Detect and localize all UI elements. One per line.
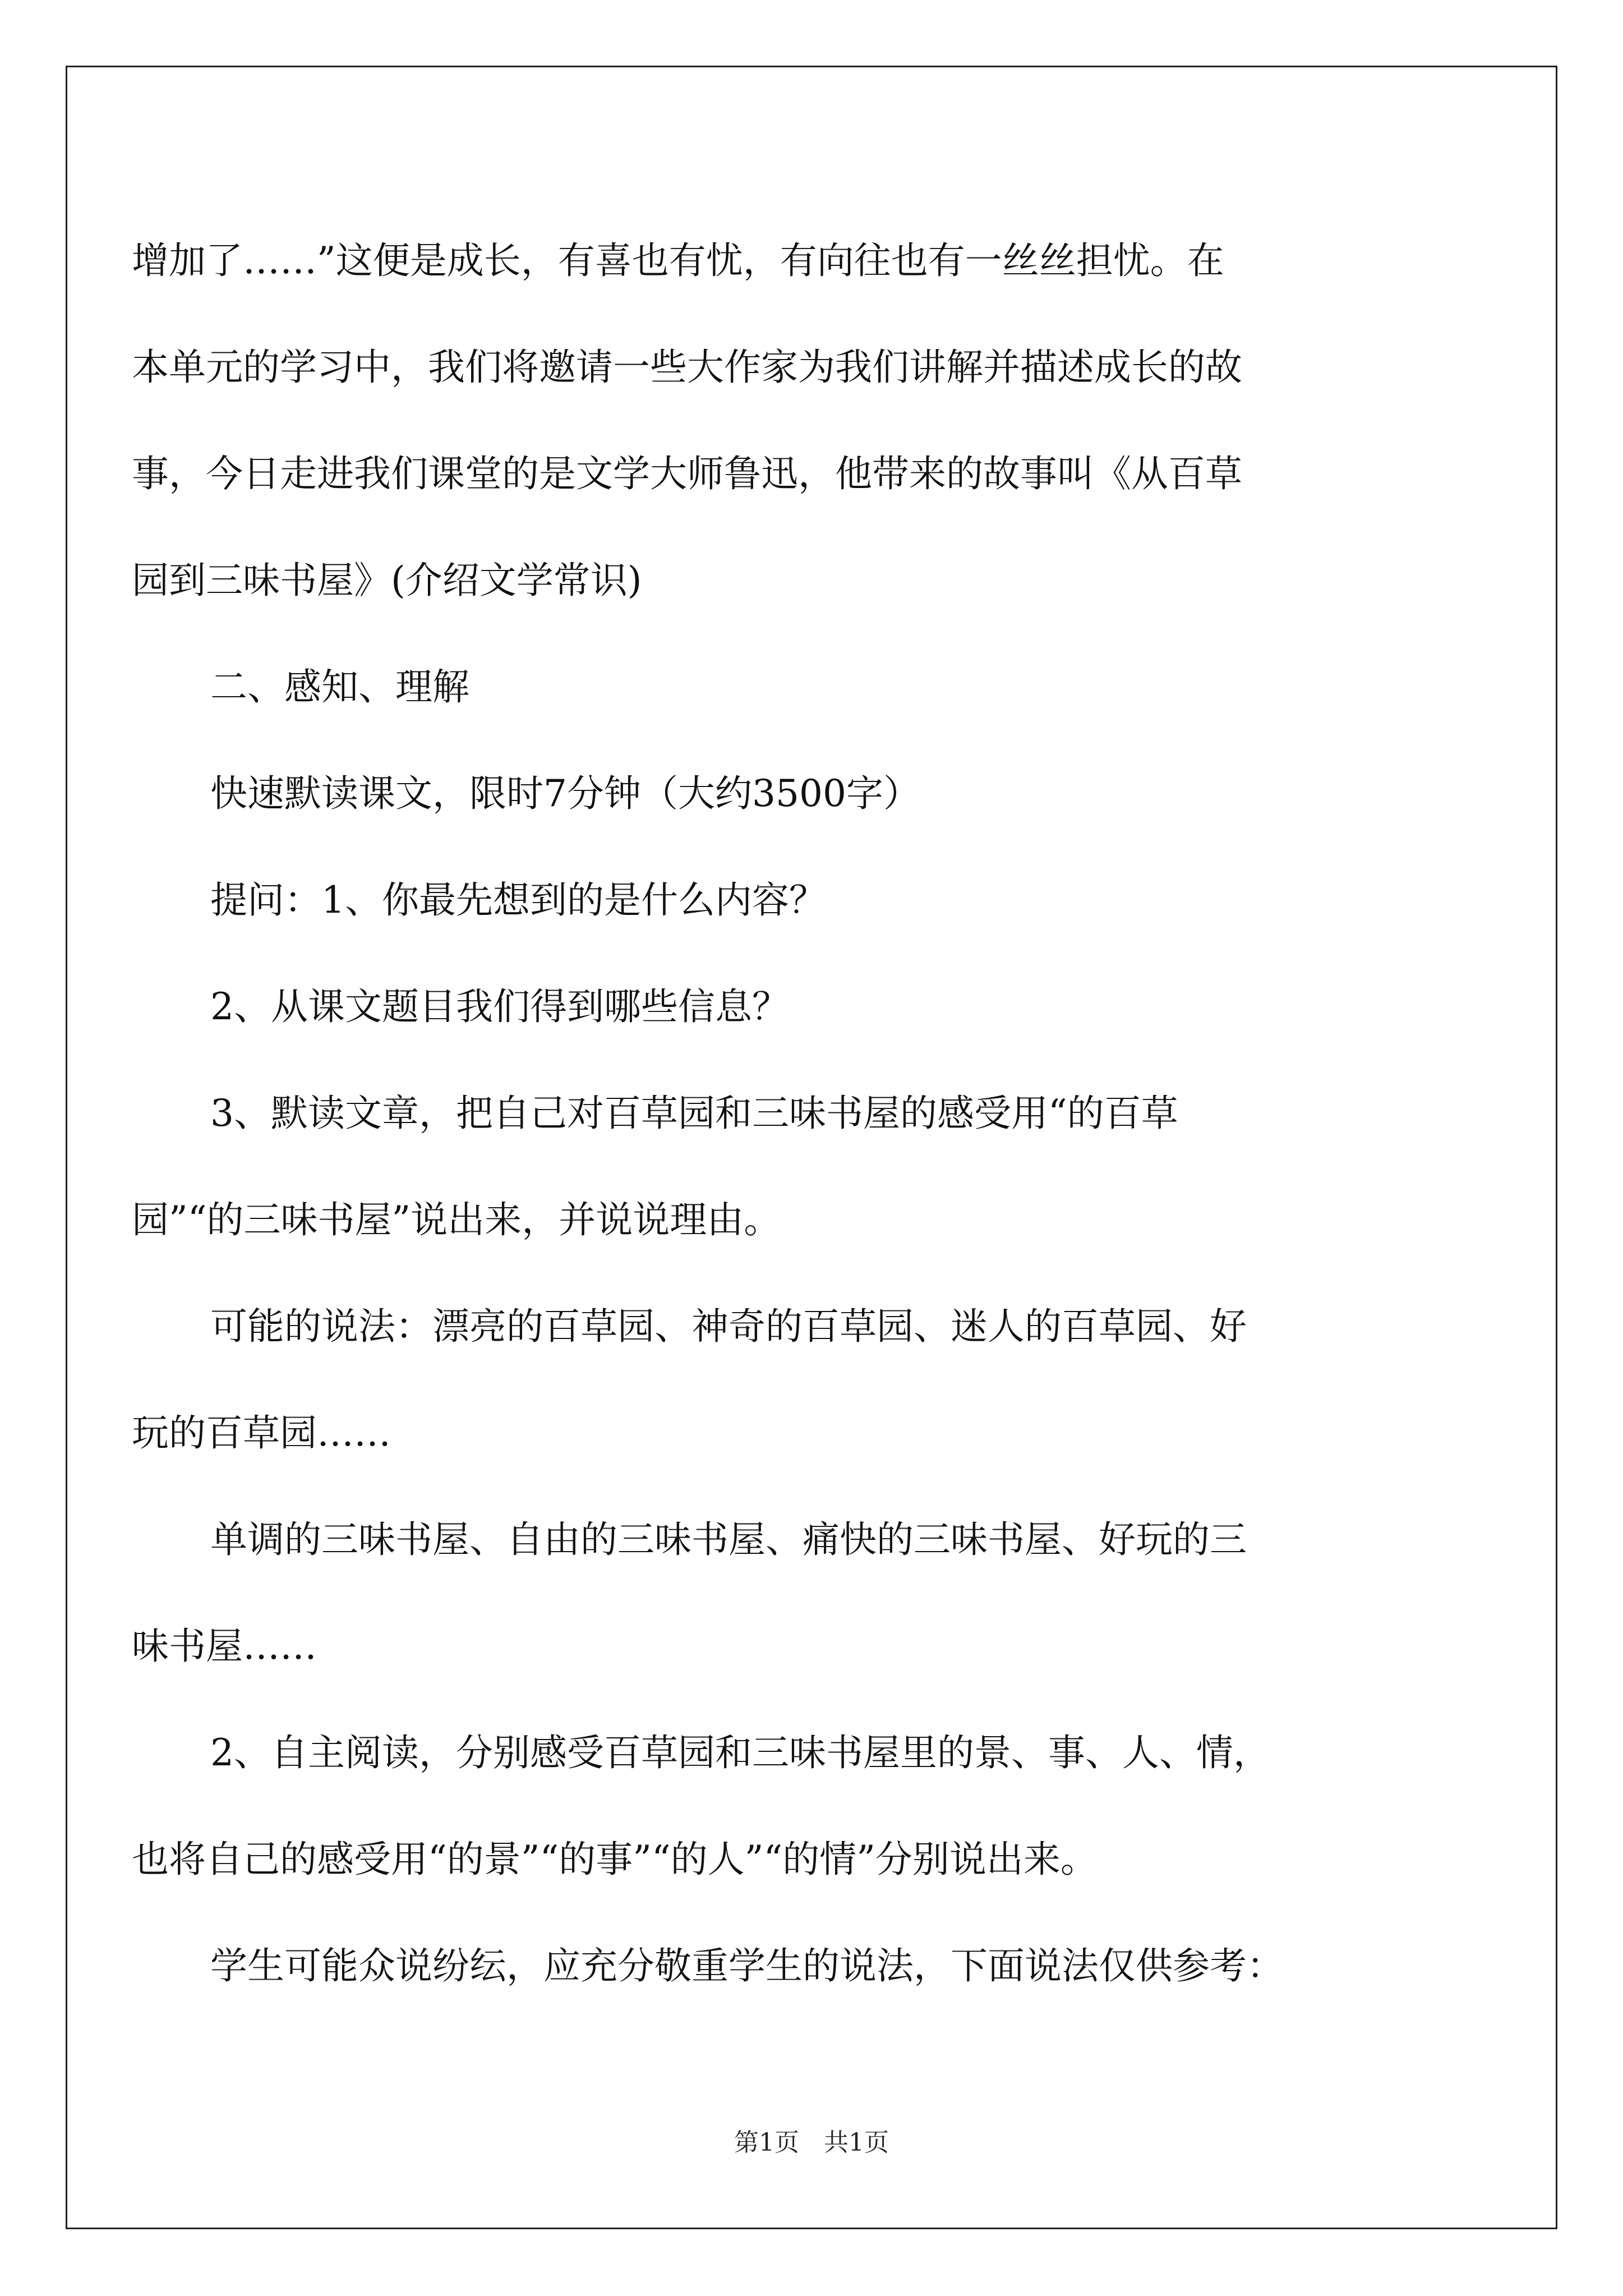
text-line-10: 园”“的三味书屋”说出来，并说说理由。 — [132, 1198, 781, 1241]
document-body — [132, 208, 1495, 2019]
text-line-16: 也将自己的感受用“的景”“的事”“的人”“的情”分别说出来。 — [132, 1838, 1098, 1881]
text-line-11: 可能的说法：漂亮的百草园、神奇的百草园、迷人的百草园、好 — [210, 1305, 1247, 1348]
text-line-1: 增加了……”这便是成长，有喜也有忧，有向往也有一丝丝担忧。在 — [132, 239, 1224, 282]
page-footer: 第1页 共1页 — [734, 2128, 889, 2157]
text-line-12: 玩的百草园…… — [132, 1411, 391, 1455]
question-1: 提问：1、你最先想到的是什么内容？ — [210, 878, 826, 922]
section-heading: 二、感知、理解 — [210, 665, 469, 708]
text-line-13: 单调的三味书屋、自由的三味书屋、痛快的三味书屋、好玩的三 — [210, 1518, 1247, 1561]
question-3: 3、默读文章，把自己对百草园和三味书屋的感受用“的百草 — [210, 1092, 1178, 1135]
text-line-17: 学生可能众说纷纭，应充分敬重学生的说法，下面说法仅供参考： — [210, 1944, 1284, 1987]
text-line-4: 园到三味书屋》(介绍文学常识) — [132, 559, 642, 602]
text-line-6: 快速默读课文，限时7分钟（大约3500字） — [210, 772, 920, 815]
text-line-15: 2、自主阅读，分别感受百草园和三味书屋里的景、事、人、情， — [210, 1731, 1270, 1774]
text-line-14: 味书屋…… — [132, 1625, 317, 1668]
question-2: 2、从课文题目我们得到哪些信息？ — [210, 985, 789, 1028]
text-line-3: 事，今日走进我们课堂的是文学大师鲁迅，他带来的故事叫《从百草 — [132, 452, 1242, 495]
text-line-2: 本单元的学习中，我们将邀请一些大作家为我们讲解并描述成长的故 — [132, 346, 1242, 389]
